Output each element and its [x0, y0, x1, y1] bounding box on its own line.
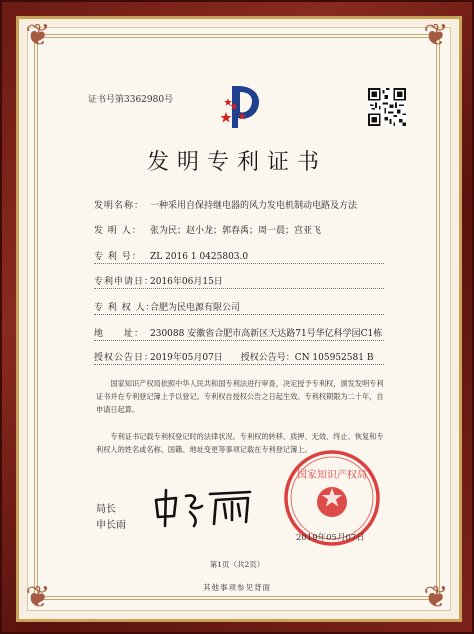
field-value: 合肥为民电源有限公司	[150, 303, 241, 313]
page-number: 第1页（共2页）	[209, 560, 265, 569]
seal-date: 2019年05月07日	[296, 533, 365, 543]
certificate-paragraph-1: 国家知识产权局依照中华人民共和国专利法进行审查，决定授予专利权，颁发发明专利证书并在专利登记簿上予以登记。专利权自授权公告之日起生效。专利权期限为二十年，自申请日起算。	[96, 379, 384, 414]
field-label: 授权公告日：	[94, 353, 155, 363]
corner-ornament-icon: ❦	[25, 580, 51, 615]
handwritten-signature-icon	[150, 486, 260, 530]
field-value: 230088 安徽省合肥市高新区天达路71号华亿科学园C1栋	[150, 329, 383, 339]
corner-ornament-icon: ❦	[25, 18, 51, 53]
cnipa-emblem-icon	[220, 82, 266, 132]
field-label: 发 明 人：	[94, 226, 142, 236]
divider	[94, 340, 384, 341]
field-application-date	[94, 274, 223, 287]
field-address	[94, 326, 382, 339]
corner-ornament-icon: ❦	[423, 18, 449, 53]
field-inventors	[94, 223, 321, 236]
field-patentee	[94, 300, 240, 313]
signature-name: 申长雨	[96, 520, 126, 531]
field-value: ZL 2016 1 0425803.0	[150, 252, 249, 262]
divider	[94, 288, 384, 289]
signature-title: 局长	[96, 504, 116, 515]
footer-note: 其他事项参见背面	[203, 583, 271, 592]
field-label: 发明名称：	[94, 201, 145, 211]
field-patent-number	[94, 249, 248, 262]
field-value: 一种采用自保持继电器的风力发电机制动电路及方法	[150, 201, 358, 211]
corner-ornament-icon: ❦	[423, 580, 449, 615]
qr-code-icon	[368, 88, 406, 126]
svg-text:国家知识产权局: 国家知识产权局	[297, 470, 367, 481]
page-title: 发明专利证书	[146, 150, 327, 175]
field-invention-name	[94, 198, 357, 211]
field-value: 2019年05月07日 授权公告号：CN 105952581 B	[150, 353, 374, 363]
divider	[94, 263, 384, 264]
certificate-number: 证书号第3362980号	[88, 95, 174, 105]
field-value: 2016年06月15日	[150, 277, 223, 287]
field-label: 专利申请日：	[94, 277, 155, 287]
certificate-paragraph-2: 专利证书记载专利权登记时的法律状况。专利权的转移、质押、无效、终止、恢复和专利权人的姓名或名称、国籍、地址变更等事项记载在专利登记簿上。	[96, 432, 384, 454]
field-label: 专 利 权 人：	[94, 303, 156, 313]
field-label: 地 址：	[94, 329, 145, 339]
field-value: 张为民；赵小龙；郭春禹；周一晨；宫亚飞	[150, 226, 322, 236]
divider	[94, 364, 384, 365]
field-label: 专 利 号：	[94, 252, 142, 262]
divider	[94, 314, 384, 315]
field-grant-date	[94, 350, 373, 363]
